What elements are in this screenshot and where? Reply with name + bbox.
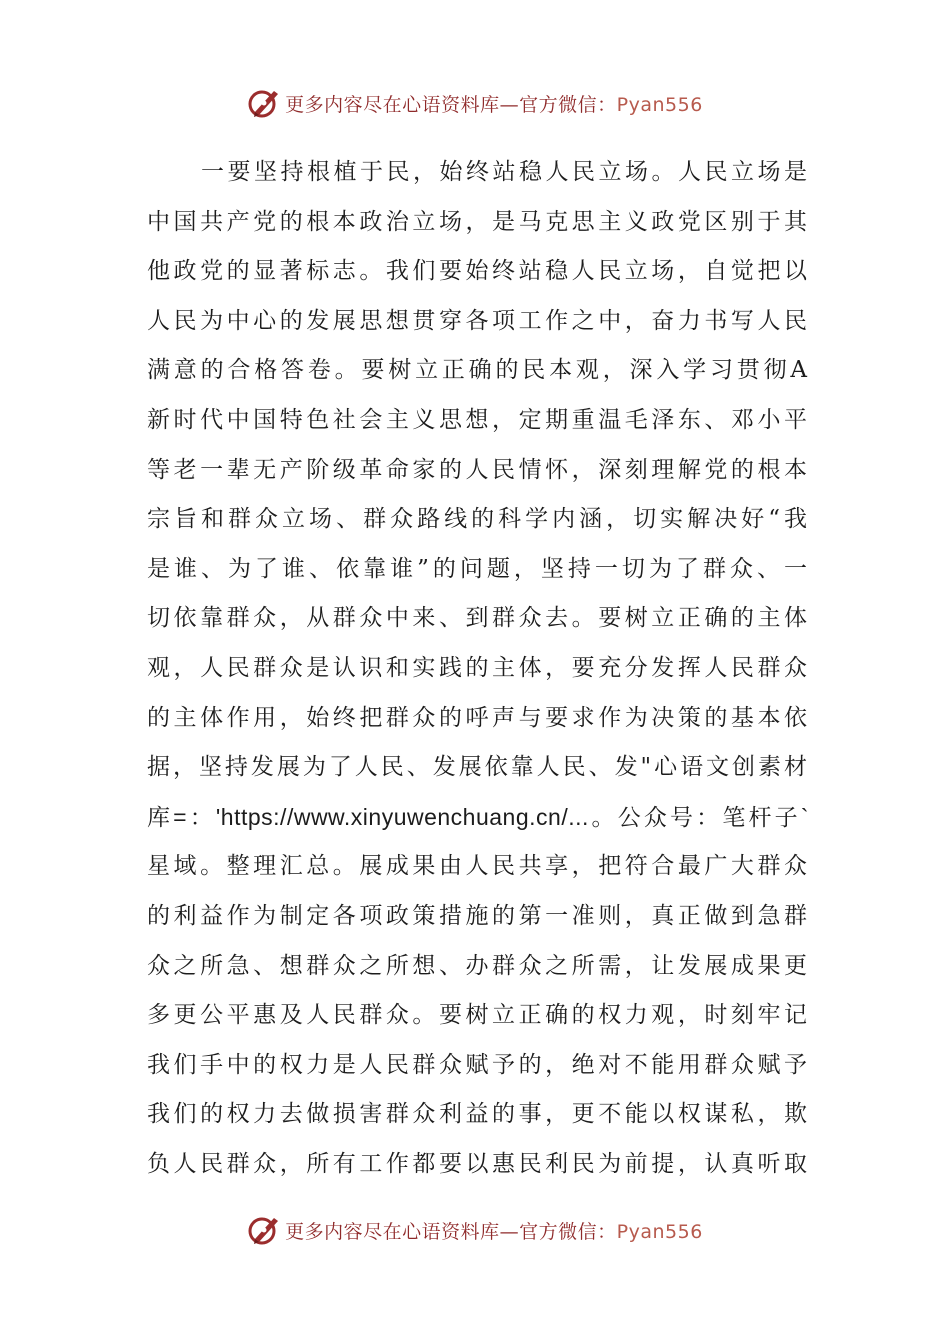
body-line-12: 的主体作用，始终把群众的呼声与要求作为决策的基本依 [147, 704, 809, 731]
body-line-13: 据，坚持发展为了人民、发展依靠人民、发"心语文创素材 [147, 754, 809, 781]
body-line-2: 中国共产党的根本政治立场，是马克思主义政党区别于其 [147, 208, 809, 235]
header-banner-text [285, 90, 703, 117]
header-banner [0, 83, 950, 123]
pen-circle-logo-icon [247, 1213, 281, 1247]
body-line-5: 满意的合格答卷。要树立正确的民本观，深入学习贯彻A [147, 357, 809, 384]
body-line-20: 我们的权力去做损害群众利益的事，更不能以权谋私，欺 [147, 1101, 809, 1128]
body-line-19: 我们手中的权力是人民群众赋予的，绝对不能用群众赋予 [147, 1051, 809, 1078]
header-wechat-id: Pyan556 [616, 93, 703, 116]
body-line-3: 他政党的显著标志。我们要始终站稳人民立场，自觉把以 [147, 258, 809, 285]
footer-banner [0, 1210, 950, 1250]
header-banner-label: 更多内容尽在心语资料库—官方微信： [285, 93, 617, 116]
body-line-11: 观，人民群众是认识和实践的主体，要充分发挥人民群众 [147, 654, 809, 681]
body-line-1: 一要坚持根植于民，始终站稳人民立场。人民立场是 [201, 159, 809, 185]
pen-circle-logo-icon [247, 86, 281, 120]
body-line-18: 多更公平惠及人民群众。要树立正确的权力观，时刻牢记 [147, 1002, 809, 1029]
body-line-7: 等老一辈无产阶级革命家的人民情怀，深刻理解党的根本 [147, 456, 809, 483]
body-line-4: 人民为中心的发展思想贯穿各项工作之中，奋力书写人民 [147, 307, 809, 334]
body-line-16: 的利益作为制定各项政策措施的第一准则，真正做到急群 [147, 902, 809, 929]
body-line-6: 新时代中国特色社会主义思想，定期重温毛泽东、邓小平 [147, 406, 809, 433]
body-line-14: 库=：'https://www.xinyuwenchuang.cn/...。公众号：笔杆子` [147, 803, 809, 830]
body-line-9: 是谁、为了谁、依靠谁”的问题，坚持一切为了群众、一 [147, 555, 809, 582]
footer-banner-label: 更多内容尽在心语资料库—官方微信： [285, 1220, 617, 1243]
body-line-8: 宗旨和群众立场、群众路线的科学内涵，切实解决好“我 [147, 506, 809, 533]
body-line-15: 星域。整理汇总。展成果由人民共享，把符合最广大群众 [147, 853, 809, 880]
body-line-21: 负人民群众，所有工作都要以惠民利民为前提，认真听取 [147, 1150, 809, 1177]
footer-wechat-id: Pyan556 [616, 1220, 703, 1243]
body-line-10: 切依靠群众，从群众中来、到群众去。要树立正确的主体 [147, 605, 809, 632]
document-body [147, 148, 809, 1189]
body-line-17: 众之所急、想群众之所想、办群众之所需，让发展成果更 [147, 952, 809, 979]
footer-banner-text [285, 1217, 703, 1244]
